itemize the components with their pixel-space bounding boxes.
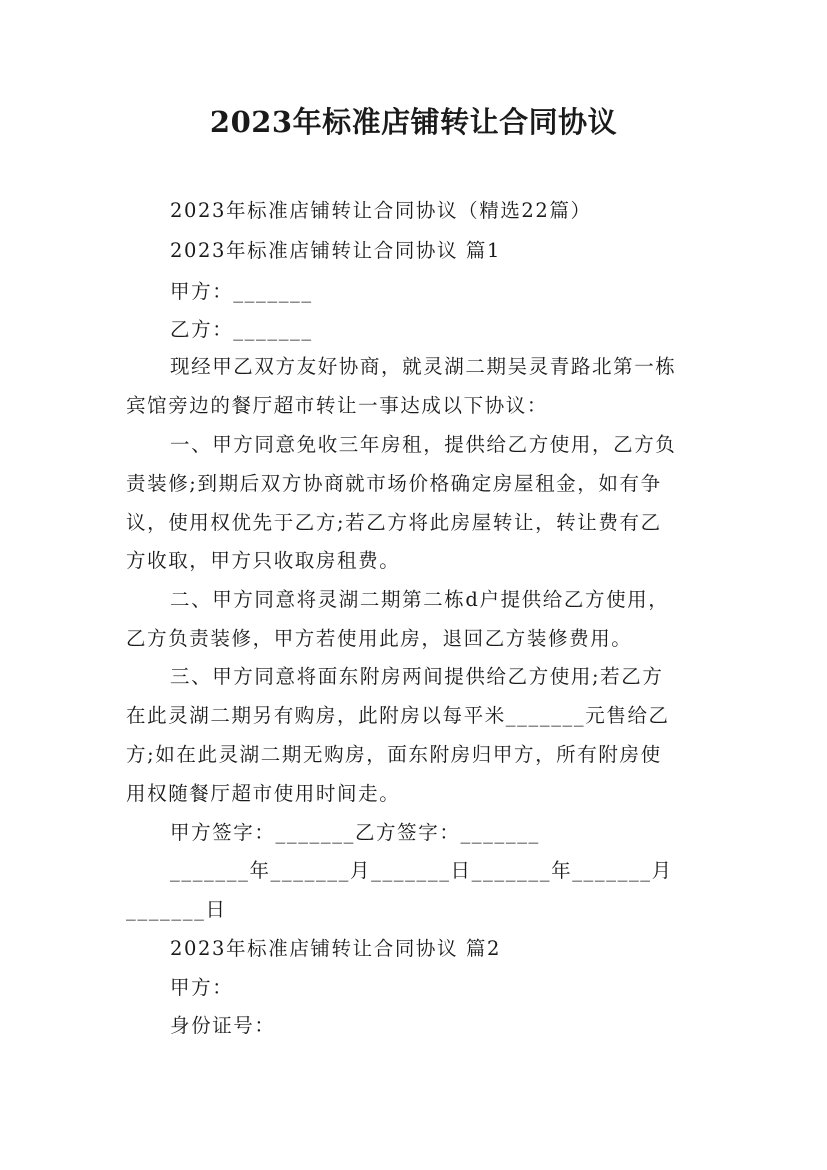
doc-line-paragraph: 宾馆旁边的餐厅超市转让一事达成以下协议： xyxy=(126,394,549,417)
doc-line-paragraph: 方;如在此灵湖二期无购房，面东附房归甲方，所有附房使 xyxy=(126,743,662,766)
doc-line-party-b: 乙方：_______ xyxy=(170,318,313,341)
doc-line-paragraph: 责装修;到期后双方协商就市场价格确定房屋租金，如有争 xyxy=(126,472,662,495)
doc-line-clause-1: 一、甲方同意免收三年房租，提供给乙方使用，乙方负 xyxy=(170,433,677,456)
doc-line-party-a: 甲方： xyxy=(170,976,234,999)
doc-line-subtitle: 2023年标准店铺转让合同协议（精选22篇） xyxy=(170,199,592,222)
doc-line-paragraph: 方收取，甲方只收取房租费。 xyxy=(126,549,401,572)
doc-line-dates: _______年_______月_______日_______年_______月 xyxy=(170,859,673,882)
doc-line-paragraph: 乙方负责装修，甲方若使用此房，退回乙方装修费用。 xyxy=(126,627,633,650)
doc-line-section-heading-2: 2023年标准店铺转让合同协议 篇2 xyxy=(170,937,502,960)
doc-line-paragraph: 现经甲乙双方友好协商，就灵湖二期吴灵青路北第一栋 xyxy=(170,355,677,378)
document-title: 2023年标准店铺转让合同协议 xyxy=(209,105,618,139)
doc-line-clause-3: 三、甲方同意将面东附房两间提供给乙方使用;若乙方 xyxy=(170,665,664,688)
doc-line-signatures: 甲方签字：_______乙方签字：_______ xyxy=(170,821,540,844)
doc-line-party-a: 甲方：_______ xyxy=(170,280,313,303)
doc-line-id-number: 身份证号： xyxy=(170,1014,276,1037)
doc-line-section-heading-1: 2023年标准店铺转让合同协议 篇1 xyxy=(170,239,502,262)
doc-line-paragraph: 议，使用权优先于乙方;若乙方将此房屋转让，转让费有乙 xyxy=(126,511,662,534)
doc-line-paragraph: 在此灵湖二期另有购房，此附房以每平米_______元售给乙 xyxy=(126,704,670,727)
doc-line-dates: _______日 xyxy=(126,898,227,921)
doc-line-paragraph: 用权随餐厅超市使用时间走。 xyxy=(126,782,401,805)
doc-line-clause-2: 二、甲方同意将灵湖二期第二栋d户提供给乙方使用， xyxy=(170,588,670,611)
